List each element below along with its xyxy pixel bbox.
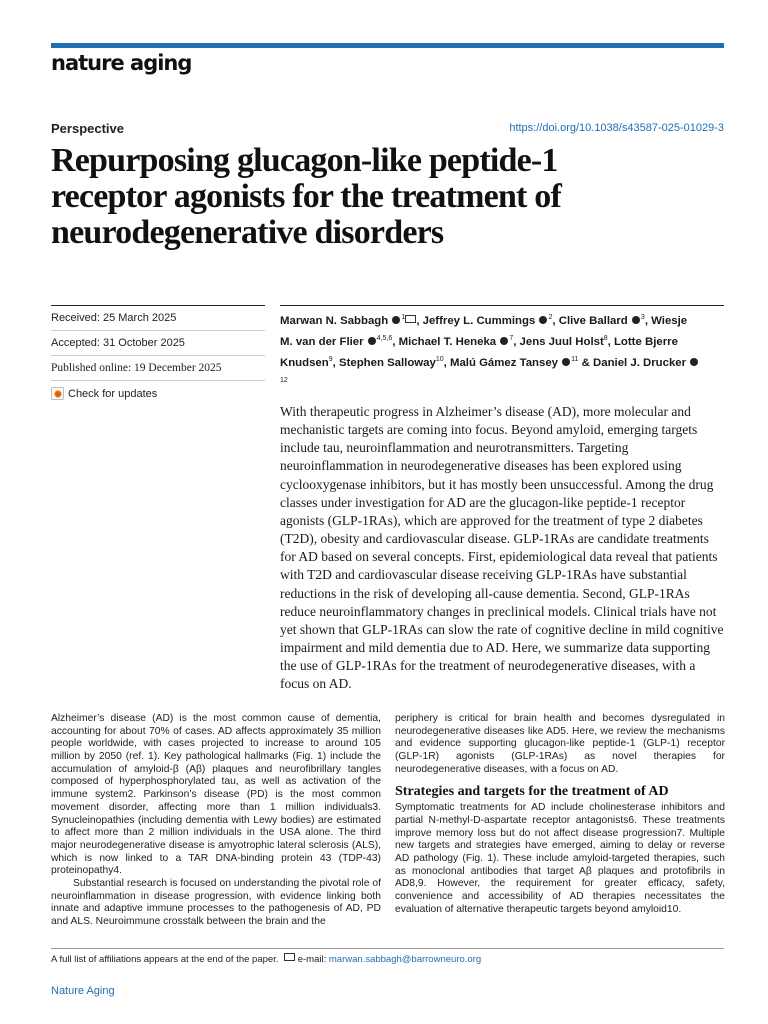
orcid-icon[interactable] bbox=[368, 337, 376, 345]
author-name[interactable]: , Stephen Salloway bbox=[332, 356, 436, 369]
header-rule-left bbox=[51, 305, 265, 306]
author-name[interactable]: , Wiesje M. van der Flier bbox=[280, 314, 688, 348]
orcid-icon[interactable] bbox=[500, 337, 508, 345]
email-icon[interactable] bbox=[405, 315, 416, 323]
orcid-icon[interactable] bbox=[632, 316, 640, 324]
author-name[interactable]: , Clive Ballard bbox=[552, 314, 628, 327]
footnote-text: A full list of affiliations appears at the end of the paper. bbox=[51, 954, 279, 965]
orcid-icon[interactable] bbox=[690, 358, 698, 366]
article-type: Perspective bbox=[51, 121, 124, 136]
affiliations-footnote bbox=[51, 953, 481, 965]
body-paragraph: periphery is critical for brain health and becomes dysregulated in neurodegenerative diseases like AD5. Here, we review the mechanisms and evidence supporting glucagon-like peptide-1 (GLP-1) receptor (GLP-1R) agonists (GLP-1RAs) as novel therapies for neurodegenerative diseases, with a focus on AD. bbox=[395, 713, 725, 775]
body-paragraph: Alzheimer’s disease (AD) is the most common cause of dementia, accounting for about 70% of cases. AD affects approximately 35 million people worldwide, with cases projected to increase to around 105 million by 2050 (ref. 1). Key pathological hallmarks (Fig. 1) include the accumulation of amyloid-β (Aβ) plaques and neurofibrillary tangles composed of hyperphosphorylated tau, as well as activation of the immune system2. Parkinson’s disease (PD) is the most common movement disorder, affecting more than 1 million individuals3. Synucleinopathies (including dementia with Lewy bodies) are estimated to affect more than 2 million individuals in the USA alone. The third major neurodegenerative disease is amyotrophic lateral sclerosis (ALS), which is now linked to a TAR DNA-binding protein 43 (TDP-43) proteinopathy4. bbox=[51, 713, 381, 877]
footnote-rule bbox=[51, 948, 724, 949]
body-column-right bbox=[395, 713, 725, 916]
author-name[interactable]: , Jens Juul Holst bbox=[513, 335, 604, 348]
author-name[interactable]: , Lotte Bjerre Knudsen bbox=[280, 335, 678, 369]
orcid-icon[interactable] bbox=[562, 358, 570, 366]
orcid-icon[interactable] bbox=[539, 316, 547, 324]
check-updates-icon bbox=[51, 387, 64, 400]
author-name[interactable]: Marwan N. Sabbagh bbox=[280, 314, 389, 327]
date-divider bbox=[51, 330, 265, 331]
section-heading: Strategies and targets for the treatment of AD bbox=[395, 784, 669, 800]
date-divider bbox=[51, 380, 265, 381]
author-name[interactable]: , Michael T. Heneka bbox=[392, 335, 497, 348]
author-name[interactable]: , Malú Gámez Tansey bbox=[443, 356, 558, 369]
header-rule-right bbox=[280, 305, 724, 306]
body-paragraph: Symptomatic treatments for AD include cholinesterase inhibitors and partial N-methyl-D-aspartate receptor antagonists6. These treatments improve memory loss but do not affect disease progression7. Multiple new targets and strategies have emerged, aiming to delay or reverse AD pathology (Fig. 1). These include amyloid-targeted therapies, such as monoclonal antibodies that target Aβ plaques and protofibrils in AD8,9. However, the requirement for greater efficacy, safety, convenience and accessibility of AD therapies necessitates the evaluation of alternative therapeutic targets beyond amyloid10. bbox=[395, 802, 725, 915]
check-updates-label: Check for updates bbox=[68, 387, 158, 400]
email-icon bbox=[284, 953, 295, 961]
author-name[interactable]: & Daniel J. Drucker bbox=[578, 356, 687, 369]
accepted-date: Accepted: 31 October 2025 bbox=[51, 337, 185, 349]
orcid-icon[interactable] bbox=[392, 316, 400, 324]
author-name[interactable]: , Jeffrey L. Cummings bbox=[416, 314, 536, 327]
published-date: Published online: 19 December 2025 bbox=[51, 362, 222, 374]
article-title: Repurposing glucagon-like peptide-1 receptor agonists for the treatment of neurodegenerative disorders bbox=[51, 142, 561, 251]
date-divider bbox=[51, 355, 265, 356]
received-date: Received: 25 March 2025 bbox=[51, 312, 177, 324]
doi-link[interactable]: https://doi.org/10.1038/s43587-025-01029-3 bbox=[509, 122, 724, 134]
abstract: With therapeutic progress in Alzheimer’s disease (AD), more molecular and mechanistic targets are coming into focus. Beyond amyloid, emerging targets include tau, neuroinflammation and neurotransmitters. Targeting neuroinflammation in neurodegenerative diseases has been explored using cyclooxygenase inhibitors, but it has mostly been unsuccessful. Among the drug classes under investigation for AD are the glucagon-like peptide-1 receptor agonists (GLP-1RAs), which are approved for the treatment of type 2 diabetes (T2D), obesity and cardiovascular disease. GLP-1RAs are candidate treatments for AD based on several concepts. First, epidemiological data reveal that patients with T2D and cardiovascular disease receiving GLP-1RAs have substantial reductions in the risk of developing all-cause dementia. Second, GLP-1RAs reduce neuroinflammatory changes in preclinical models. Clinical trials have not yet shown that GLP-1RAs can slow the rate of cognitive decline in mild cognitive impairment and mild dementia due to AD. Here, we summarize data supporting the use of GLP-1RAs for the treatment of neurodegenerative diseases, with a focus on AD. bbox=[280, 404, 724, 692]
footer-journal-name: Nature Aging bbox=[51, 985, 115, 997]
corresponding-email-link[interactable]: marwan.sabbagh@barrowneuro.org bbox=[328, 954, 482, 965]
body-column-left bbox=[51, 713, 381, 929]
author-list: Marwan N. Sabbagh $^1$ , Jeffrey L. Cummings $^2$, Clive Ballard $^3$, Wiesje M. van der Flier $^{4,5,6}$, Michael T. Heneka $^7$, Jens Juul Holst$^8$, Lotte Bjerre Knudsen$^9$, Stephen Salloway$^{10}$, Malú Gámez Tansey $^{11}$ & Daniel J. Drucker $^{12}$ bbox=[280, 309, 700, 393]
check-updates-link[interactable] bbox=[51, 387, 157, 400]
journal-color-bar bbox=[51, 43, 724, 48]
body-paragraph: Substantial research is focused on understanding the pivotal role of neuroinflammation in disease progression, with evidence linking both innate and adaptive immune processes to the pathogenesis of AD, PD and ALS. Neuroimmune crosstalk between the brain and the bbox=[51, 877, 381, 927]
journal-logo: nature aging bbox=[51, 51, 192, 75]
footnote-email-label: e-mail: bbox=[297, 954, 327, 965]
